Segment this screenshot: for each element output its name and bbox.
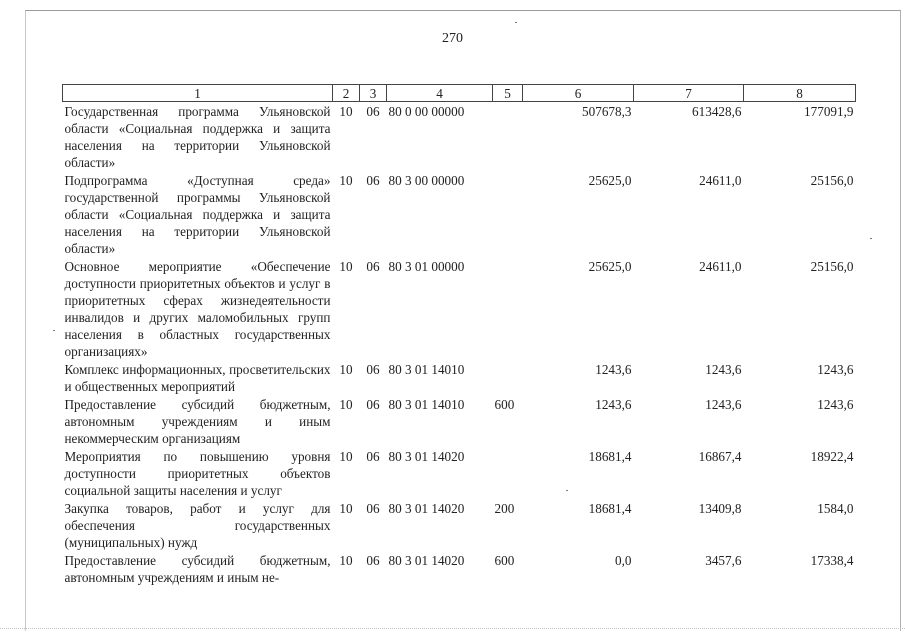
row-section: 10 bbox=[339, 259, 353, 274]
row-value-6: 1243,6 bbox=[595, 362, 632, 377]
row-section: 10 bbox=[339, 173, 353, 188]
row-value-8: 177091,9 bbox=[804, 104, 854, 119]
row-name: Подпрограмма «Доступная среда» государственной программы Ульяновской области «Социальная поддержка и защита населения на территории Ульяновской области» bbox=[64, 173, 331, 256]
row-name: Предоставление субсидий бюджетным, автономным учреждениям и иным не- bbox=[64, 553, 331, 585]
row-expense-type: 200 bbox=[494, 501, 515, 516]
row-name: Закупка товаров, работ и услуг для обеспечения государственных (муниципальных) нужд bbox=[64, 501, 331, 550]
scan-edge bbox=[0, 628, 905, 632]
row-subsection: 06 bbox=[366, 553, 380, 568]
row-target-code: 80 3 00 00000 bbox=[388, 173, 465, 188]
row-subsection: 06 bbox=[366, 173, 380, 188]
row-value-6: 25625,0 bbox=[588, 173, 632, 188]
row-value-6: 507678,3 bbox=[582, 104, 632, 119]
col-header-8: 8 bbox=[744, 85, 856, 102]
row-value-8: 1243,6 bbox=[817, 362, 854, 377]
col-header-7: 7 bbox=[634, 85, 744, 102]
col-header-3: 3 bbox=[360, 85, 387, 102]
row-section: 10 bbox=[339, 449, 353, 464]
row-expense-type bbox=[493, 447, 523, 499]
row-value-7: 16867,4 bbox=[698, 449, 742, 464]
row-expense-type bbox=[493, 360, 523, 395]
page-number: 270 bbox=[442, 31, 463, 46]
table-row bbox=[63, 102, 856, 172]
row-name: Комплекс информационных, просветительских и общественных мероприятий bbox=[64, 362, 331, 394]
table-row bbox=[63, 360, 856, 395]
row-section: 10 bbox=[339, 104, 353, 119]
row-value-7: 1243,6 bbox=[705, 362, 742, 377]
row-subsection: 06 bbox=[366, 449, 380, 464]
scan-speck bbox=[53, 330, 55, 331]
scan-speck bbox=[566, 490, 568, 491]
col-header-1: 1 bbox=[63, 85, 333, 102]
row-section: 10 bbox=[339, 501, 353, 516]
header-row bbox=[63, 85, 856, 102]
row-value-8: 25156,0 bbox=[810, 173, 854, 188]
row-expense-type: 600 bbox=[494, 553, 515, 568]
scan-speck bbox=[870, 238, 872, 239]
row-section: 10 bbox=[339, 397, 353, 412]
row-subsection: 06 bbox=[366, 397, 380, 412]
row-expense-type: 600 bbox=[494, 397, 515, 412]
row-value-8: 1243,6 bbox=[817, 397, 854, 412]
row-target-code: 80 0 00 00000 bbox=[388, 104, 465, 119]
row-target-code: 80 3 01 00000 bbox=[388, 259, 465, 274]
budget-table bbox=[62, 84, 856, 586]
row-value-7: 13409,8 bbox=[698, 501, 742, 516]
row-value-8: 1584,0 bbox=[817, 501, 854, 516]
row-subsection: 06 bbox=[366, 362, 380, 377]
row-target-code: 80 3 01 14020 bbox=[388, 501, 465, 516]
row-value-8: 17338,4 bbox=[810, 553, 854, 568]
table-row bbox=[63, 395, 856, 447]
row-target-code: 80 3 01 14020 bbox=[388, 449, 465, 464]
row-value-6: 18681,4 bbox=[588, 449, 632, 464]
row-subsection: 06 bbox=[366, 104, 380, 119]
row-value-6: 25625,0 bbox=[588, 259, 632, 274]
row-section: 10 bbox=[339, 362, 353, 377]
row-expense-type bbox=[493, 257, 523, 360]
col-header-4: 4 bbox=[387, 85, 493, 102]
row-subsection: 06 bbox=[366, 501, 380, 516]
row-name: Предоставление субсидий бюджетным, автономным учреждениям и иным некоммерческим организациям bbox=[64, 397, 331, 446]
table-row bbox=[63, 551, 856, 586]
row-expense-type bbox=[493, 102, 523, 172]
table-row bbox=[63, 499, 856, 551]
col-header-6: 6 bbox=[523, 85, 634, 102]
scan-speck bbox=[515, 22, 517, 23]
table-row bbox=[63, 257, 856, 360]
row-value-7: 24611,0 bbox=[699, 259, 742, 274]
row-subsection: 06 bbox=[366, 259, 380, 274]
table-row bbox=[63, 171, 856, 257]
row-name: Мероприятия по повышению уровня доступности приоритетных объектов социальной защиты населения и услуг bbox=[64, 449, 331, 498]
table-row bbox=[63, 447, 856, 499]
row-value-6: 1243,6 bbox=[595, 397, 632, 412]
col-header-5: 5 bbox=[493, 85, 523, 102]
row-name: Основное мероприятие «Обеспечение доступности приоритетных объектов и услуг в приоритетных сферах жизнедеятельности инвалидов и других маломобильных групп населения в областных государственных организациях» bbox=[64, 259, 331, 359]
row-target-code: 80 3 01 14010 bbox=[388, 397, 465, 412]
row-target-code: 80 3 01 14010 bbox=[388, 362, 465, 377]
row-value-7: 3457,6 bbox=[705, 553, 742, 568]
row-target-code: 80 3 01 14020 bbox=[388, 553, 465, 568]
row-value-7: 24611,0 bbox=[699, 173, 742, 188]
row-value-6: 0,0 bbox=[615, 553, 632, 568]
row-value-7: 613428,6 bbox=[692, 104, 742, 119]
row-expense-type bbox=[493, 171, 523, 257]
row-value-8: 18922,4 bbox=[810, 449, 854, 464]
row-value-7: 1243,6 bbox=[705, 397, 742, 412]
row-section: 10 bbox=[339, 553, 353, 568]
row-value-6: 18681,4 bbox=[588, 501, 632, 516]
row-value-8: 25156,0 bbox=[810, 259, 854, 274]
col-header-2: 2 bbox=[333, 85, 360, 102]
row-name: Государственная программа Ульяновской области «Социальная поддержка и защита населения на территории Ульяновской области» bbox=[64, 104, 331, 170]
